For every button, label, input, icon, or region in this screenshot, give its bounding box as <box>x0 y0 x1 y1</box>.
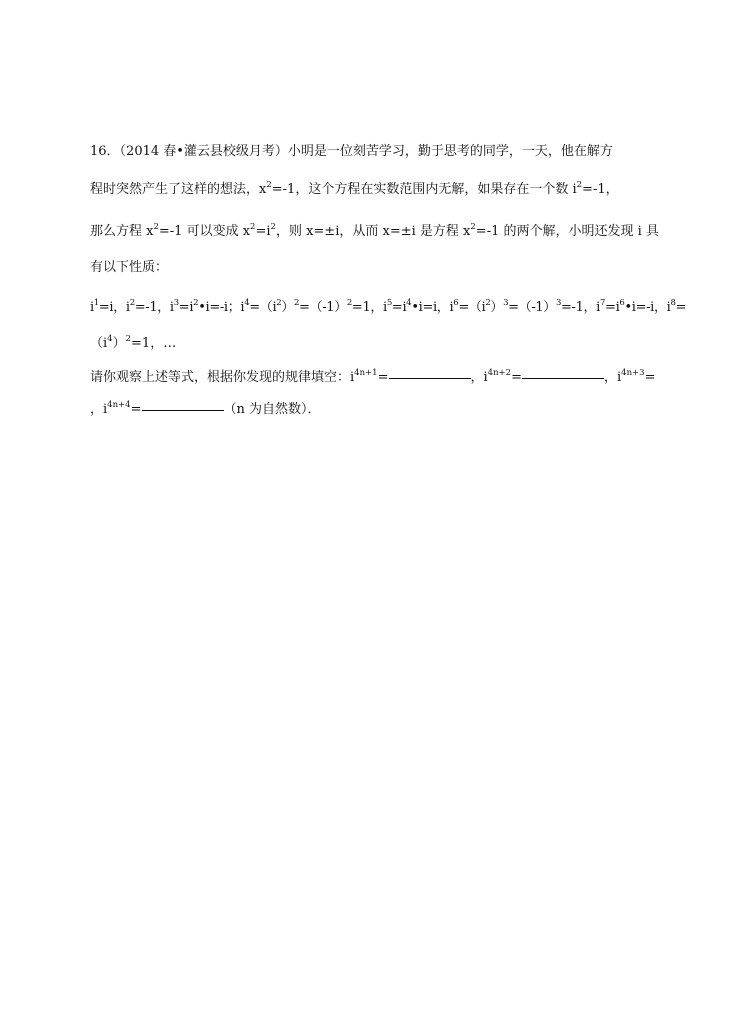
text-run: ，i <box>470 370 488 385</box>
superscript: 2 <box>270 222 276 232</box>
text-run: ，i <box>604 370 622 385</box>
superscript: 2 <box>266 180 272 190</box>
superscript: 4n+3 <box>621 368 645 378</box>
text-run: ） <box>490 300 504 315</box>
superscript: 6 <box>453 298 459 308</box>
text-run: =-1， <box>582 182 619 197</box>
text-run: =（i <box>249 300 277 315</box>
text-run: =i <box>605 300 620 315</box>
problem-line-7 <box>90 366 656 385</box>
problem-line-2 <box>90 178 619 197</box>
superscript: 2 <box>250 222 256 232</box>
text-run: 程时突然产生了这样的想法，x <box>90 182 267 197</box>
text-run: =i <box>255 224 271 239</box>
problem-line-8 <box>90 398 321 417</box>
text-run: =-1 可以变成 x <box>158 224 251 239</box>
superscript: 7 <box>599 298 606 308</box>
text-run: ） <box>112 336 126 351</box>
text-run: =（-1） <box>508 300 556 315</box>
text-run: 那么方程 x <box>90 224 154 239</box>
superscript: 3 <box>173 298 179 308</box>
text-run: = <box>130 402 142 417</box>
superscript: 4 <box>107 334 113 344</box>
answer-blank-2[interactable] <box>522 377 604 379</box>
text-run: 有以下性质： <box>90 260 169 275</box>
text-run: ） <box>281 300 294 315</box>
text-run: =i，i <box>98 300 130 315</box>
text-run: •i=-i，i <box>624 300 671 315</box>
text-run: = <box>511 370 522 385</box>
problem-line-1 <box>90 140 613 159</box>
superscript: 2 <box>485 298 491 308</box>
superscript: 8 <box>670 298 676 308</box>
problem-line-6 <box>90 332 176 351</box>
superscript: 4n+2 <box>487 368 512 378</box>
problem-line-3 <box>90 220 659 239</box>
text-run: =（i <box>458 300 486 315</box>
superscript: 4n+4 <box>107 400 131 410</box>
text-run: = <box>675 300 687 315</box>
text-run: （n 为自然数）． <box>223 402 321 417</box>
text-run: =-1，i <box>134 300 174 315</box>
text-run: =（-1） <box>299 300 347 315</box>
superscript: 2 <box>576 180 583 190</box>
text-run: i <box>90 300 94 315</box>
superscript: 2 <box>276 298 282 308</box>
text-run: =1，… <box>131 336 177 351</box>
text-run: =i <box>391 300 407 315</box>
answer-blank-4[interactable] <box>142 409 224 411</box>
text-run: = <box>377 370 389 385</box>
superscript: 2 <box>470 222 476 232</box>
superscript: 4 <box>406 298 412 308</box>
superscript: 2 <box>153 222 159 232</box>
superscript: 4 <box>244 298 250 308</box>
superscript: 6 <box>619 298 625 308</box>
superscript: 3 <box>555 298 561 308</box>
problem-line-4 <box>90 256 168 275</box>
superscript: 2 <box>346 298 352 308</box>
problem-line-5 <box>90 296 686 315</box>
text-run: （i <box>90 336 108 351</box>
superscript: 2 <box>125 334 132 344</box>
superscript: 3 <box>503 298 509 308</box>
text-run: =-1 的两个解，小明还发现 i 具 <box>475 224 659 239</box>
superscript: 2 <box>293 298 300 308</box>
superscript: 5 <box>386 298 392 308</box>
text-run: 请你观察上述等式，根据你发现的规律填空：i <box>90 370 355 385</box>
superscript: 1 <box>93 298 99 308</box>
superscript: 2 <box>193 298 199 308</box>
text-run: ，i <box>90 402 108 417</box>
superscript: 2 <box>129 298 135 308</box>
answer-blank-1[interactable] <box>389 377 471 379</box>
text-run: = <box>644 370 656 385</box>
text-run: •i=i，i <box>411 300 454 315</box>
superscript: 4n+1 <box>354 368 378 378</box>
text-run: =-1，i <box>561 300 600 315</box>
text-run: =i <box>178 300 194 315</box>
text-run: •i=-i；i <box>198 300 245 315</box>
text-run: =1，i <box>351 300 387 315</box>
text-run: ，则 x=±i，从而 x=±i 是方程 x <box>275 224 471 239</box>
text-run: =-1，这个方程在实数范围内无解，如果存在一个数 i <box>271 182 577 197</box>
problem-text: 16．（2014 春•灌云县校级月考）小明是一位刻苦学习，勤于思考的同学，一天，他在解方 <box>90 144 613 159</box>
